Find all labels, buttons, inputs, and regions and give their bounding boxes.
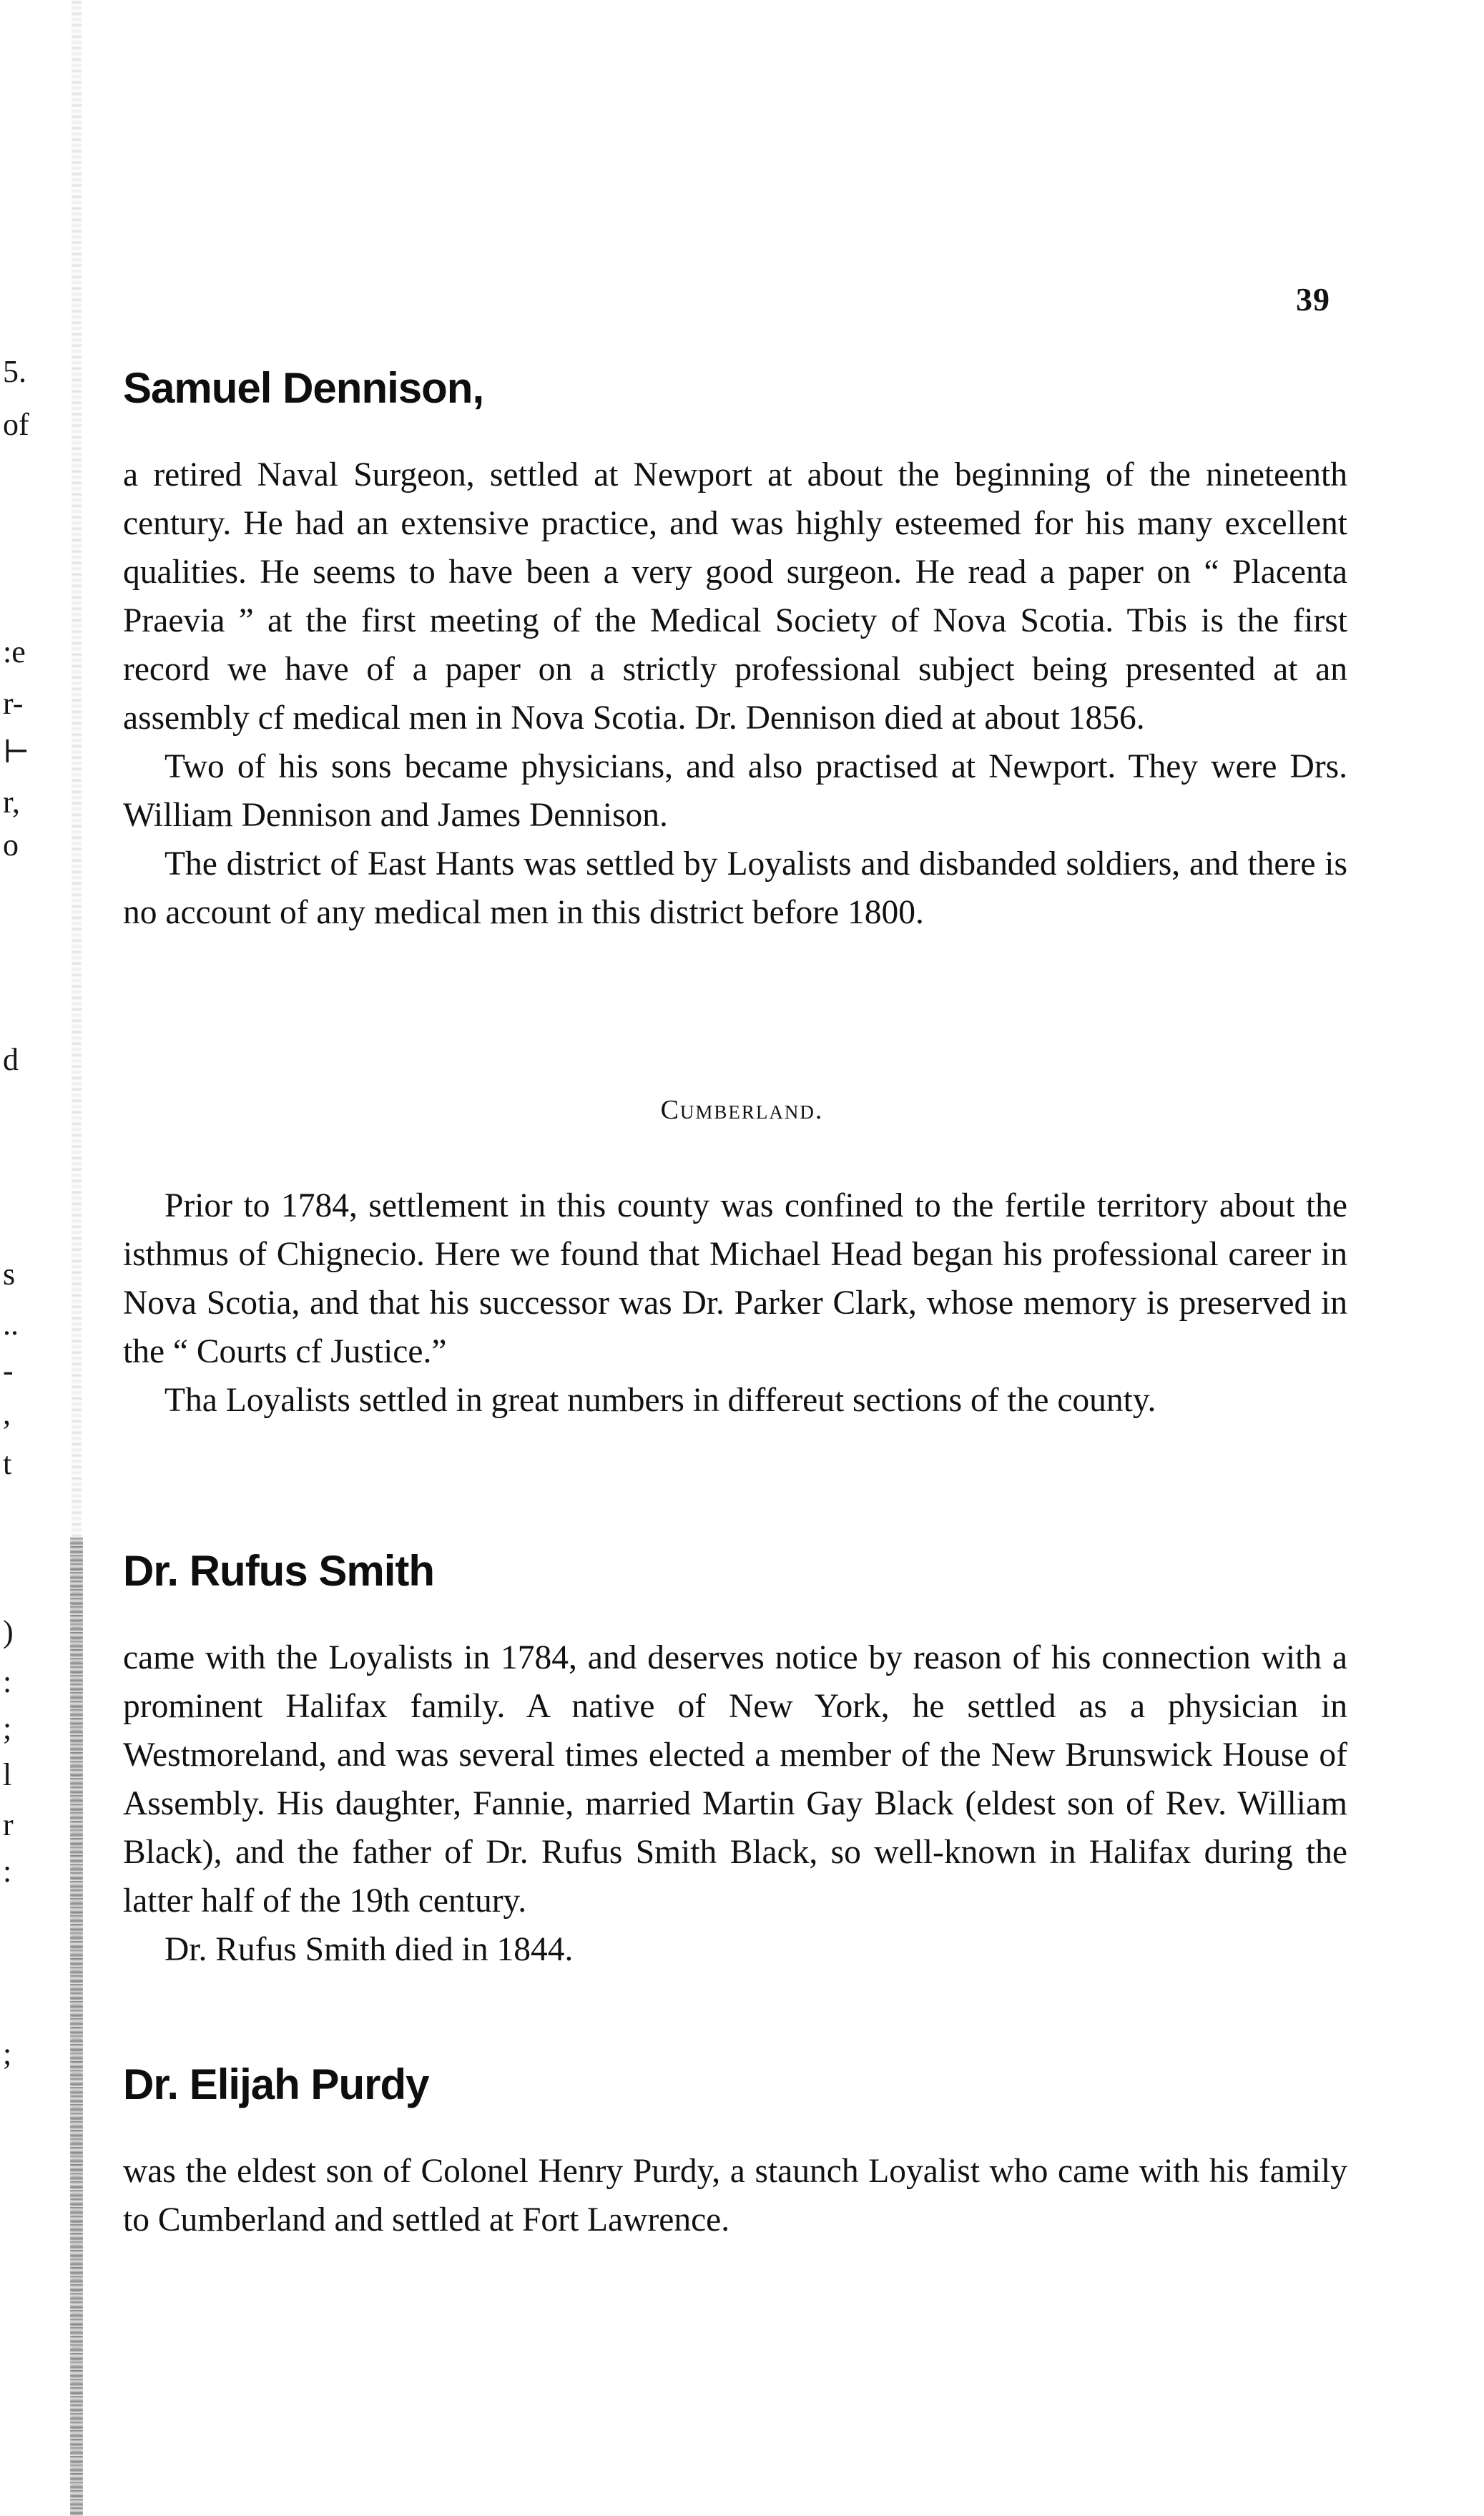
binding-shadow-dark: [70, 1538, 83, 2516]
page-number: 39: [1296, 281, 1330, 318]
paragraph: a retired Naval Surgeon, settled at Newport at about the beginning of the nineteenth century. He had an extensive practice, and was highly esteemed for his many excellent qualities. He seems to have been a very good surgeon. He read a paper on “ Placenta Praevia ” at the first meeting of the Medical Society of Nova Scotia. Tbis is the first record we have of a paper on a strictly professional subject being presented at an assembly cf medical men in Nova Scotia. Dr. Dennison died at about 1856.: [123, 456, 1347, 737]
paragraph: The district of East Hants was settled by Loyalists and disbanded soldiers, and there is no account of any medical men in this district before 1800.: [123, 845, 1347, 931]
heading-elijah-purdy: Dr. Elijah Purdy: [123, 2060, 429, 2108]
section-purdy-body: [123, 2147, 1347, 2244]
gutter-fragment: r: [3, 1807, 14, 1842]
paragraph: was the eldest son of Colonel Henry Purdy, a staunch Loyalist who came with his family to Cumberland and settled at Fort Lawrence.: [123, 2153, 1347, 2239]
gutter-fragment: :e: [3, 634, 26, 669]
section-cumberland-body: [123, 1181, 1347, 1425]
gutter-fragment: r-: [3, 686, 24, 721]
gutter-fragment: ,: [3, 1396, 11, 1431]
paragraph: came with the Loyalists in 1784, and deserves notice by reason of his connection with a prominent Halifax family. A native of New York, he settled as a physician in Westmoreland, and was several times elected a member of the New Brunswick House of Assembly. His daughter, Fannie, married Martin Gay Black (eldest son of Rev. William Black), and the father of Dr. Rufus Smith Black, so well-known in Halifax during the latter half of the 19th century.: [123, 1639, 1347, 1920]
paragraph: Prior to 1784, settlement in this county was confined to the fertile territory about the isthmus of Chignecio. Here we found that Michael Head began his professional career in Nova Scotia, and that his successor was Dr. Parker Clark, whose memory is preserved in the “ Courts cf Justice.”: [123, 1187, 1347, 1370]
paragraph: Dr. Rufus Smith died in 1844.: [164, 1931, 574, 1968]
paragraph: Two of his sons became physicians, and also practised at Newport. They were Drs. William Dennison and James Dennison.: [123, 748, 1347, 834]
gutter-fragment: :: [3, 1664, 12, 1699]
gutter-fragment: l: [3, 1757, 12, 1792]
section-title-cumberland: Cumberland.: [660, 1095, 824, 1125]
gutter-fragment: ): [3, 1614, 14, 1649]
gutter-fragment: ;: [3, 1711, 12, 1746]
gutter-fragment: :: [3, 1854, 12, 1889]
gutter-fragment: ⊢: [3, 734, 30, 770]
gutter-fragment: s: [3, 1257, 16, 1292]
gutter-fragment: o: [3, 827, 19, 863]
gutter-fragment: r,: [3, 785, 20, 820]
paragraph: Tha Loyalists settled in great numbers in differeut sections of the county.: [164, 1382, 1156, 1419]
gutter-fragment: ;: [3, 2036, 12, 2071]
gutter-fragment: ..: [3, 1307, 19, 1342]
section-smith-body: [123, 1633, 1347, 1974]
heading-samuel-dennison: Samuel Dennison,: [123, 364, 484, 412]
gutter-fragment: 5.: [3, 354, 26, 389]
section-dennison-body: [123, 451, 1347, 937]
gutter-fragment: t: [3, 1446, 12, 1481]
gutter-fragment: -: [3, 1353, 14, 1388]
heading-rufus-smith: Dr. Rufus Smith: [123, 1547, 435, 1595]
gutter-fragment: d: [3, 1042, 19, 1077]
gutter-fragment: of: [3, 407, 29, 442]
